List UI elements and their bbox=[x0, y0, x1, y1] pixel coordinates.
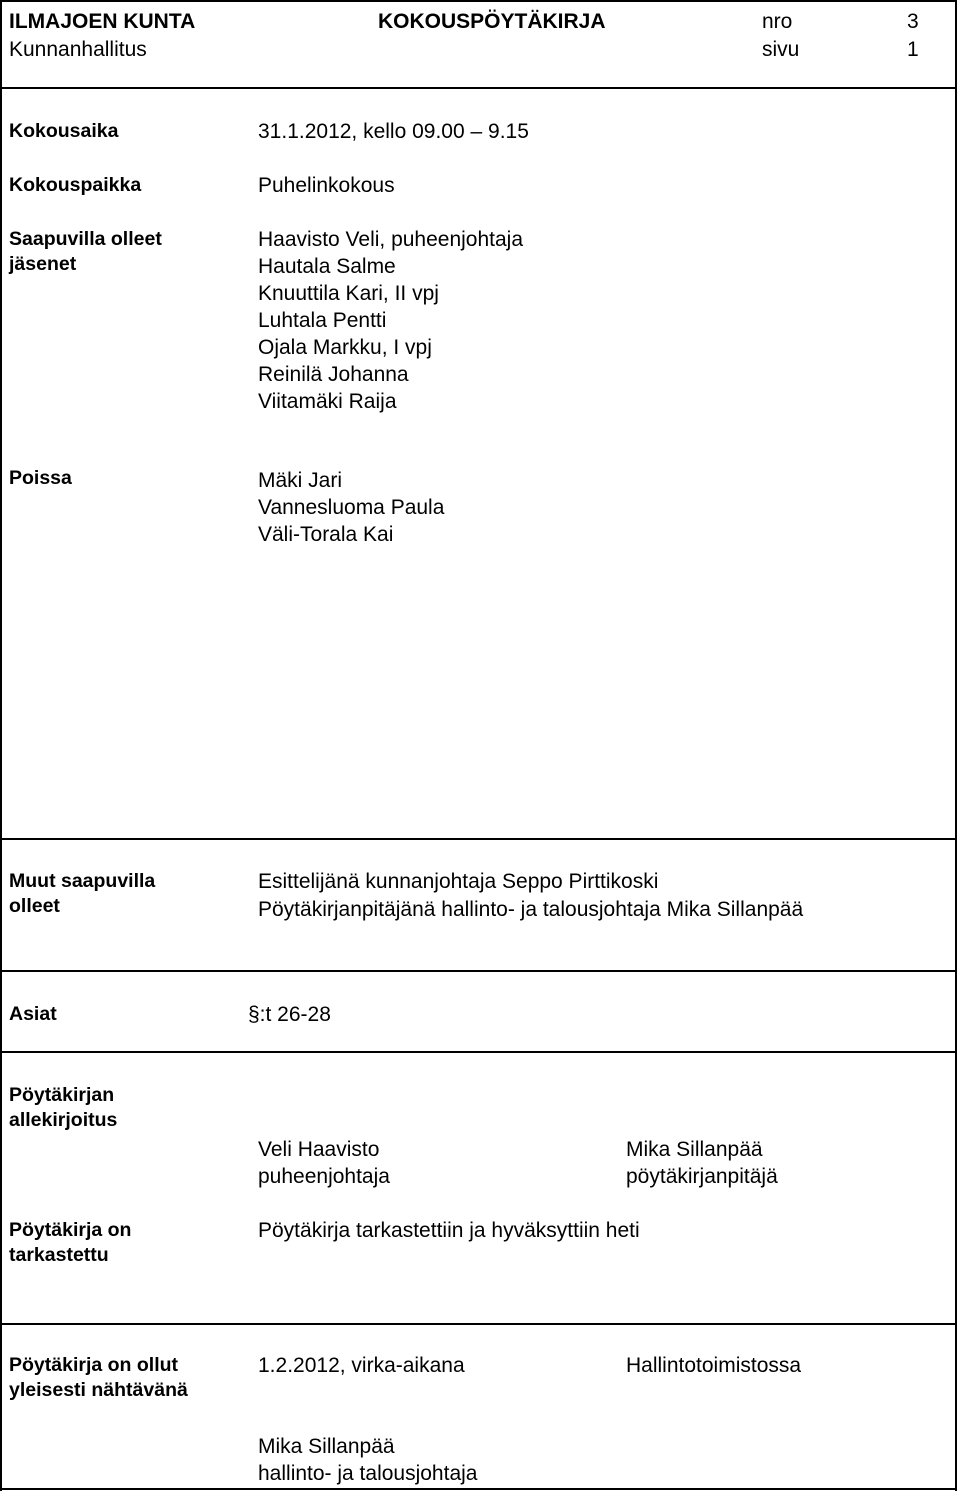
public-display-place: Hallintotoimistossa bbox=[626, 1354, 802, 1377]
divider-others bbox=[0, 838, 957, 840]
present-member: Knuuttila Kari, II vpj bbox=[258, 282, 439, 305]
bottom-border bbox=[0, 1488, 957, 1490]
top-border bbox=[0, 0, 957, 2]
review-label: Pöytäkirja on bbox=[9, 1219, 132, 1241]
secretary-role: pöytäkirjanpitäjä bbox=[626, 1165, 778, 1188]
page-value: 1 bbox=[907, 38, 919, 61]
municipality-name: ILMAJOEN KUNTA bbox=[9, 10, 196, 33]
present-member: Luhtala Pentti bbox=[258, 309, 387, 332]
number-value: 3 bbox=[907, 10, 919, 33]
signature-label: Pöytäkirjan bbox=[9, 1084, 115, 1106]
public-display-label-2: yleisesti nähtävänä bbox=[9, 1379, 188, 1401]
chair-name: Veli Haavisto bbox=[258, 1138, 380, 1161]
present-members-label-2: jäsenet bbox=[9, 253, 77, 275]
review-label-2: tarkastettu bbox=[9, 1244, 109, 1266]
absent-label: Poissa bbox=[9, 467, 72, 489]
meeting-place-label: Kokouspaikka bbox=[9, 174, 142, 196]
present-member: Viitamäki Raija bbox=[258, 390, 397, 413]
meeting-place-value: Puhelinkokous bbox=[258, 174, 395, 197]
divider-signature bbox=[0, 1051, 957, 1053]
present-member: Hautala Salme bbox=[258, 255, 396, 278]
chair-role: puheenjohtaja bbox=[258, 1165, 390, 1188]
others-present-label-2: olleet bbox=[9, 895, 60, 917]
present-member: Haavisto Veli, puheenjohtaja bbox=[258, 228, 524, 251]
present-member: Reinilä Johanna bbox=[258, 363, 409, 386]
meeting-time-label: Kokousaika bbox=[9, 120, 119, 142]
meeting-time-value: 31.1.2012, kello 09.00 – 9.15 bbox=[258, 120, 529, 143]
absent-member: Vannesluoma Paula bbox=[258, 496, 445, 519]
right-border bbox=[955, 0, 957, 1491]
matters-value: §:t 26-28 bbox=[248, 1003, 331, 1026]
left-border bbox=[0, 0, 2, 1491]
body-name: Kunnanhallitus bbox=[9, 38, 147, 61]
signature-label-2: allekirjoitus bbox=[9, 1109, 118, 1131]
matters-label: Asiat bbox=[9, 1003, 57, 1025]
absent-member: Mäki Jari bbox=[258, 469, 343, 492]
present-members-label: Saapuvilla olleet bbox=[9, 228, 162, 250]
others-present-label: Muut saapuvilla bbox=[9, 870, 156, 892]
secretary-name: Mika Sillanpää bbox=[626, 1138, 763, 1161]
public-display-date: 1.2.2012, virka-aikana bbox=[258, 1354, 465, 1377]
public-display-label: Pöytäkirja on ollut bbox=[9, 1354, 179, 1376]
page-label: sivu bbox=[762, 38, 800, 61]
others-present-line: Esittelijänä kunnanjohtaja Seppo Pirttikoski bbox=[258, 870, 659, 893]
present-member: Ojala Markku, I vpj bbox=[258, 336, 432, 359]
public-signer-title: hallinto- ja talousjohtaja bbox=[258, 1462, 478, 1485]
divider-public bbox=[0, 1323, 957, 1325]
absent-member: Väli-Torala Kai bbox=[258, 523, 394, 546]
document-type: KOKOUSPÖYTÄKIRJA bbox=[378, 10, 606, 33]
review-value: Pöytäkirja tarkastettiin ja hyväksyttiin heti bbox=[258, 1219, 640, 1242]
divider-matters bbox=[0, 970, 957, 972]
number-label: nro bbox=[762, 10, 793, 33]
public-signer-name: Mika Sillanpää bbox=[258, 1435, 395, 1458]
header-divider bbox=[0, 87, 957, 89]
others-present-line: Pöytäkirjanpitäjänä hallinto- ja talousjohtaja Mika Sillanpää bbox=[258, 898, 804, 921]
